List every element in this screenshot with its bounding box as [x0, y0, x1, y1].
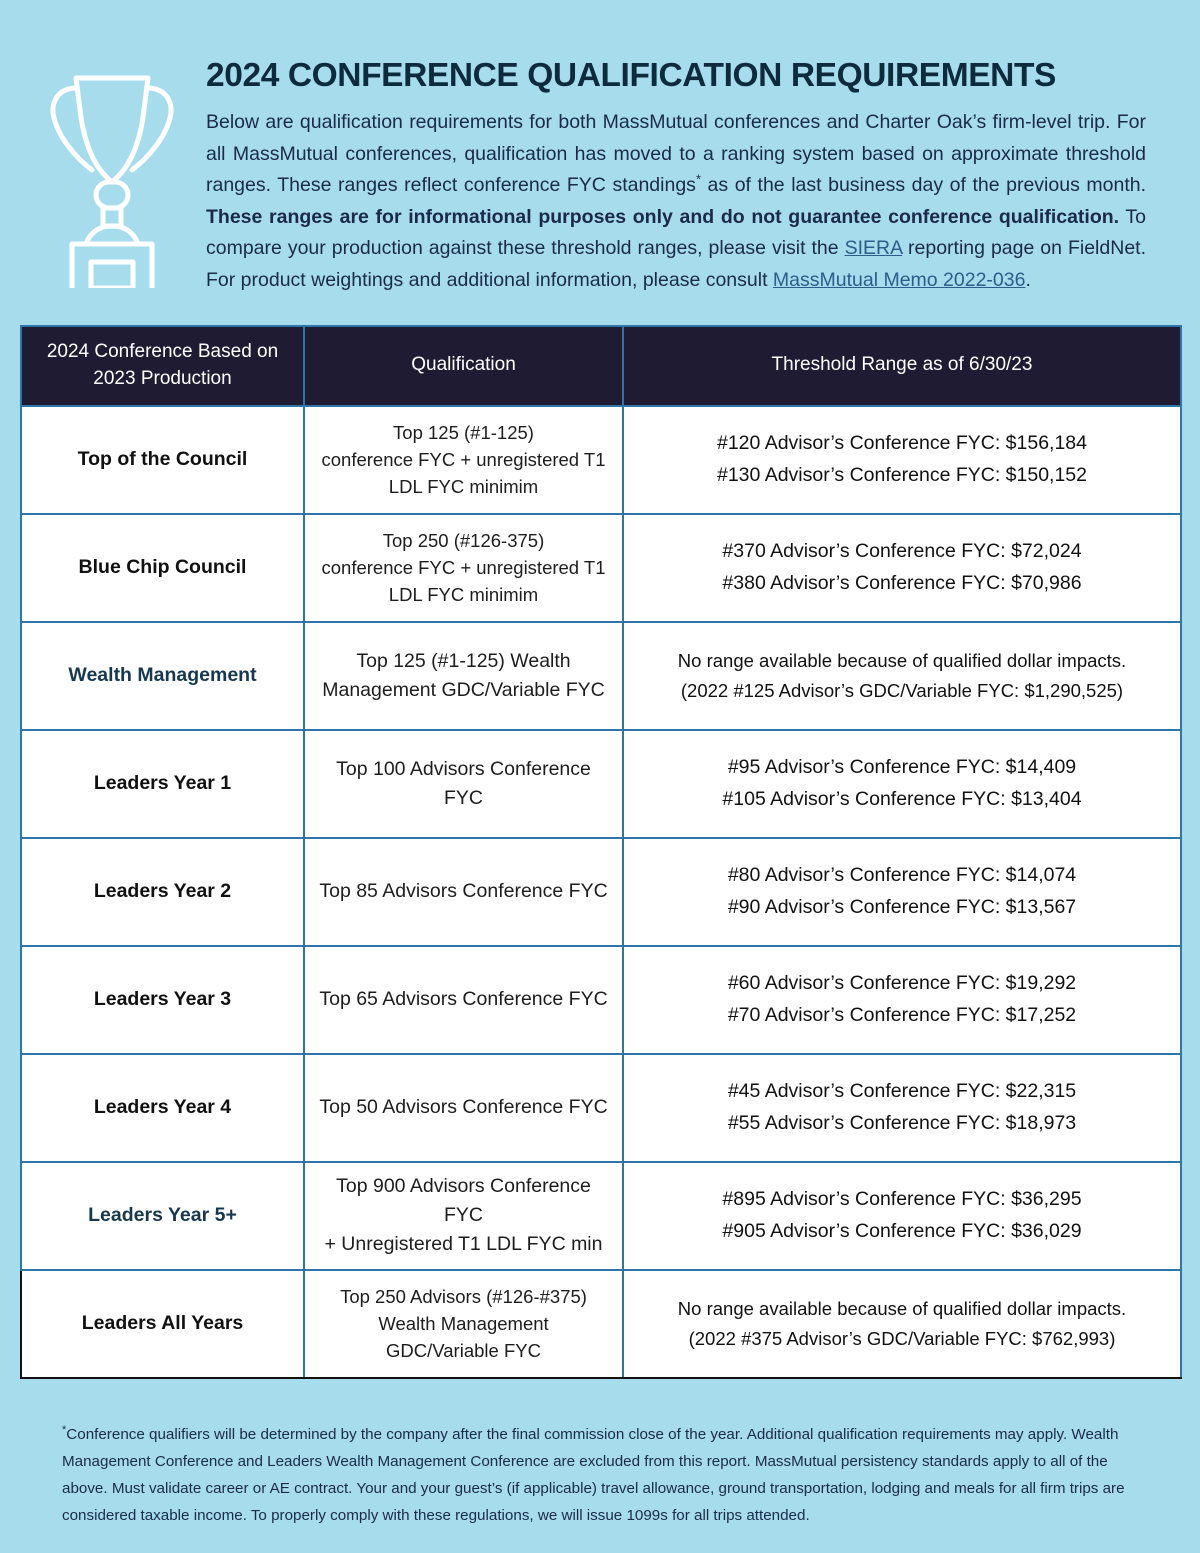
threshold-line: #120 Advisor’s Conference FYC: $156,184 — [716, 432, 1087, 455]
conference-name-cell: Leaders Year 3 — [21, 946, 304, 1054]
trophy-icon — [46, 58, 196, 288]
footnote-marker: * — [62, 1423, 67, 1436]
threshold-line: #905 Advisor’s Conference FYC: $36,029 — [722, 1219, 1082, 1242]
threshold-line: No range available because of qualified dollar impacts. — [677, 1298, 1127, 1320]
threshold-range-cell — [623, 1054, 1181, 1162]
threshold-range-cell — [623, 730, 1181, 838]
qualification-line: Top 50 Advisors Conference FYC — [319, 1096, 608, 1119]
threshold-line: #90 Advisor’s Conference FYC: $13,567 — [727, 895, 1077, 918]
table-row — [21, 622, 1181, 730]
massmutual-memo-link[interactable]: MassMutual Memo 2022-036 — [772, 269, 1026, 292]
threshold-range-cell — [623, 514, 1181, 622]
qualification-cell — [304, 730, 623, 838]
qualification-line: LDL FYC minimim — [388, 476, 539, 498]
column-header-qualification: Qualification — [304, 326, 623, 406]
table-head — [21, 326, 1181, 406]
qualification-line: Top 85 Advisors Conference FYC — [319, 880, 608, 903]
conference-name-cell: Blue Chip Council — [21, 514, 304, 622]
qualification-cell — [304, 1270, 623, 1378]
qualification-table-wrap — [20, 325, 1180, 1379]
table-row — [21, 406, 1181, 514]
threshold-line: #895 Advisor’s Conference FYC: $36,295 — [722, 1188, 1082, 1211]
table-row — [21, 1054, 1181, 1162]
qualification-line: Top 65 Advisors Conference FYC — [319, 988, 608, 1011]
threshold-range-cell — [623, 406, 1181, 514]
qualification-cell — [304, 622, 623, 730]
threshold-line: #60 Advisor’s Conference FYC: $19,292 — [727, 972, 1077, 995]
siera-link[interactable]: SIERA — [844, 237, 903, 260]
header-text-block — [196, 58, 1170, 297]
intro-bold-clause: These ranges are for informational purposes only and do not guarantee conference qualification. — [206, 205, 1120, 228]
table-row — [21, 946, 1181, 1054]
qualification-line: Top 900 Advisors Conference FYC — [336, 1175, 591, 1227]
threshold-line: (2022 #375 Advisor’s GDC/Variable FYC: $762,993) — [688, 1327, 1116, 1349]
qualification-line: Wealth Management — [378, 1312, 549, 1334]
qualification-cell — [304, 838, 623, 946]
conference-name-cell: Leaders Year 2 — [21, 838, 304, 946]
intro-paragraph — [206, 107, 1146, 296]
table-header-row — [21, 326, 1181, 406]
conference-name-cell: Leaders Year 1 — [21, 730, 304, 838]
table-row — [21, 730, 1181, 838]
threshold-range-cell — [623, 1270, 1181, 1378]
qualification-line: + Unregistered T1 LDL FYC min — [324, 1233, 603, 1256]
threshold-line: #45 Advisor’s Conference FYC: $22,315 — [727, 1080, 1077, 1103]
qualification-line: conference FYC + unregistered T1 — [321, 556, 606, 578]
threshold-range-cell — [623, 946, 1181, 1054]
table-row — [21, 1162, 1181, 1270]
threshold-line: #105 Advisor’s Conference FYC: $13,404 — [722, 787, 1082, 810]
threshold-line: No range available because of qualified dollar impacts. — [677, 650, 1127, 672]
threshold-line: #130 Advisor’s Conference FYC: $150,152 — [716, 463, 1087, 486]
table-row — [21, 514, 1181, 622]
threshold-range-cell — [623, 622, 1181, 730]
conference-name-cell: Wealth Management — [21, 622, 304, 730]
qualification-line: LDL FYC minimim — [388, 584, 539, 606]
threshold-line: #380 Advisor’s Conference FYC: $70,986 — [722, 571, 1082, 594]
qualification-line: Top 100 Advisors Conference FYC — [336, 757, 591, 809]
conference-name-cell: Top of the Council — [21, 406, 304, 514]
conference-name-cell: Leaders Year 4 — [21, 1054, 304, 1162]
qualification-line: Management GDC/Variable FYC — [322, 678, 605, 701]
intro-part-5: . — [1025, 269, 1031, 292]
intro-part-3: To compare your production against these threshold ranges, please visit the — [206, 205, 1146, 260]
qualification-line: Top 250 Advisors (#126-#375) — [340, 1285, 587, 1307]
column-header-conference-line2: 2023 Production — [93, 367, 232, 389]
table-body — [21, 406, 1181, 1378]
qualification-table — [20, 325, 1182, 1379]
qualification-line: Top 125 (#1-125) Wealth — [356, 649, 571, 672]
intro-footnote-marker: * — [695, 171, 701, 187]
threshold-range-cell — [623, 1162, 1181, 1270]
threshold-line: #70 Advisor’s Conference FYC: $17,252 — [727, 1003, 1077, 1026]
column-header-threshold-range: Threshold Range as of 6/30/23 — [623, 326, 1181, 406]
qualification-line: GDC/Variable FYC — [386, 1340, 541, 1362]
qualification-cell — [304, 1162, 623, 1270]
threshold-line: #80 Advisor’s Conference FYC: $14,074 — [727, 864, 1077, 887]
threshold-line: #95 Advisor’s Conference FYC: $14,409 — [727, 756, 1077, 779]
intro-part-1: Below are qualification requirements for both MassMutual conferences and Charter Oak’s firm-level trip. For all MassMutual conferences, qualification has moved to a ranking system based on approximate threshold ranges. These ranges reflect conference FYC standings — [206, 111, 1146, 197]
page-title: 2024 CONFERENCE QUALIFICATION REQUIREMENTS — [206, 57, 1056, 94]
table-row — [21, 1270, 1181, 1378]
footnote — [62, 1421, 1138, 1529]
column-header-conference — [21, 326, 304, 406]
qualification-cell — [304, 406, 623, 514]
qualification-cell — [304, 946, 623, 1054]
column-header-conference-line1: 2024 Conference Based on — [46, 340, 279, 362]
intro-part-2: as of the last business day of the previous month. — [701, 174, 1146, 197]
table-row — [21, 838, 1181, 946]
threshold-line: #55 Advisor’s Conference FYC: $18,973 — [727, 1111, 1077, 1134]
footnote-text: Conference qualifiers will be determined by the company after the final commission close of the year. Additional qualification requirements may apply. Wealth Management Conference and Leaders Wealth Management Conference are excluded from this report. MassMutual persistency standards apply to all of the above. Must validate career or AE contract. Your and your guest’s (if applicable) travel allowance, ground transportation, lodging and meals for all firm trips are considered taxable income. To properly comply with these regulations, we will issue 1099s for all trips attended. — [62, 1425, 1125, 1524]
intro-part-4: reporting page on FieldNet. For product weightings and additional information, please consult — [206, 237, 1146, 292]
document-header — [0, 0, 1200, 297]
threshold-range-cell — [623, 838, 1181, 946]
threshold-line: (2022 #125 Advisor’s GDC/Variable FYC: $1,290,525) — [680, 679, 1124, 701]
qualification-line: conference FYC + unregistered T1 — [321, 448, 606, 470]
qualification-cell — [304, 514, 623, 622]
qualification-line: Top 125 (#1-125) — [393, 421, 534, 443]
conference-name-cell: Leaders Year 5+ — [21, 1162, 304, 1270]
threshold-line: #370 Advisor’s Conference FYC: $72,024 — [722, 540, 1082, 563]
qualification-cell — [304, 1054, 623, 1162]
qualification-line: Top 250 (#126-375) — [382, 529, 545, 551]
conference-name-cell: Leaders All Years — [21, 1270, 304, 1378]
